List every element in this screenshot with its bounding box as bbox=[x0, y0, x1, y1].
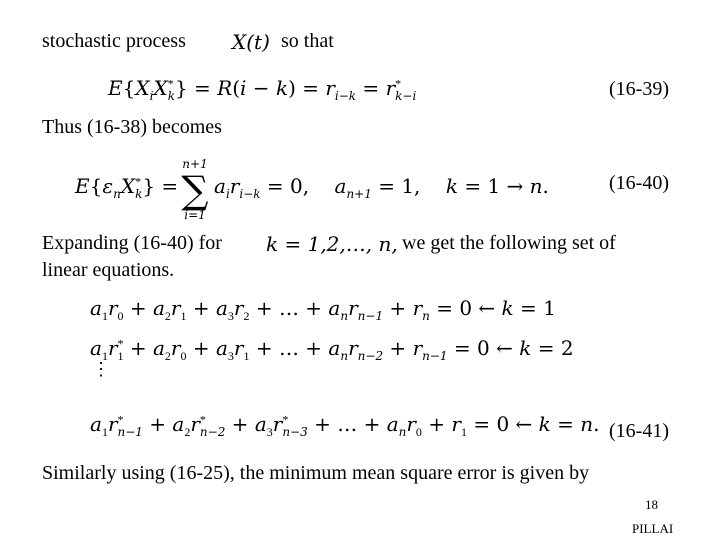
sum-upper-limit: n+1 bbox=[182, 157, 208, 171]
intro-variable: X(t) bbox=[232, 30, 270, 54]
equation-16-41-row-1: $a_1r_0 + a_2r_1 + a_3r_2$ + … + $a_nr_{n-1} + r_n = 0$ ← k = 1 bbox=[90, 296, 556, 323]
vertical-ellipsis: ⋮ bbox=[92, 359, 110, 380]
equation-16-40-left: $E\{\varepsilon_nX^*_k\}$ = bbox=[75, 174, 179, 201]
expanding-text: Expanding (16-40) for bbox=[42, 232, 222, 254]
equation-16-41-row-3: $a_1r^*_{n-1} + a_2r^*_{n-2} + a_3r^*_{n-3}$ + … + $a_nr_0 + r_1 = 0$ ← k = n. bbox=[90, 412, 600, 439]
expanding-range: k = 1,2,…, n, bbox=[266, 232, 398, 256]
equation-number-16-39: (16-39) bbox=[609, 78, 669, 100]
intro-text: stochastic process bbox=[42, 30, 186, 52]
expanding-tail: we get the following set of bbox=[402, 232, 616, 254]
similarly-text: Similarly using (16-25), the minimum mean square error is given by bbox=[42, 462, 590, 484]
equation-16-39: $E\{X_iX^*_k\} = R(i - k) = r_{i-k} = r^*_{k-i}$ bbox=[108, 76, 417, 103]
equation-16-41-row-2: $a_1r^*_1 + a_2r_0 + a_3r_1$ + … + $a_nr_{n-2} + r_{n-1} = 0$ ← k = 2 bbox=[90, 336, 574, 363]
page-number: 18 bbox=[645, 497, 658, 512]
equation-number-16-40: (16-40) bbox=[609, 172, 669, 194]
summation-symbol: n+1 ∑ i=1 bbox=[178, 158, 212, 222]
equation-16-40-right: $a_ir_{i-k} = 0$, $a_{n+1} = 1$, k = 1 → n. bbox=[214, 174, 549, 201]
thus-text: Thus (16-38) becomes bbox=[42, 116, 222, 138]
equation-number-16-41: (16-41) bbox=[609, 420, 669, 442]
linear-equations-text: linear equations. bbox=[42, 259, 175, 281]
author-footer: PILLAI bbox=[632, 521, 674, 536]
sum-lower-limit: i=1 bbox=[184, 208, 206, 222]
intro-tail: so that bbox=[281, 30, 334, 52]
